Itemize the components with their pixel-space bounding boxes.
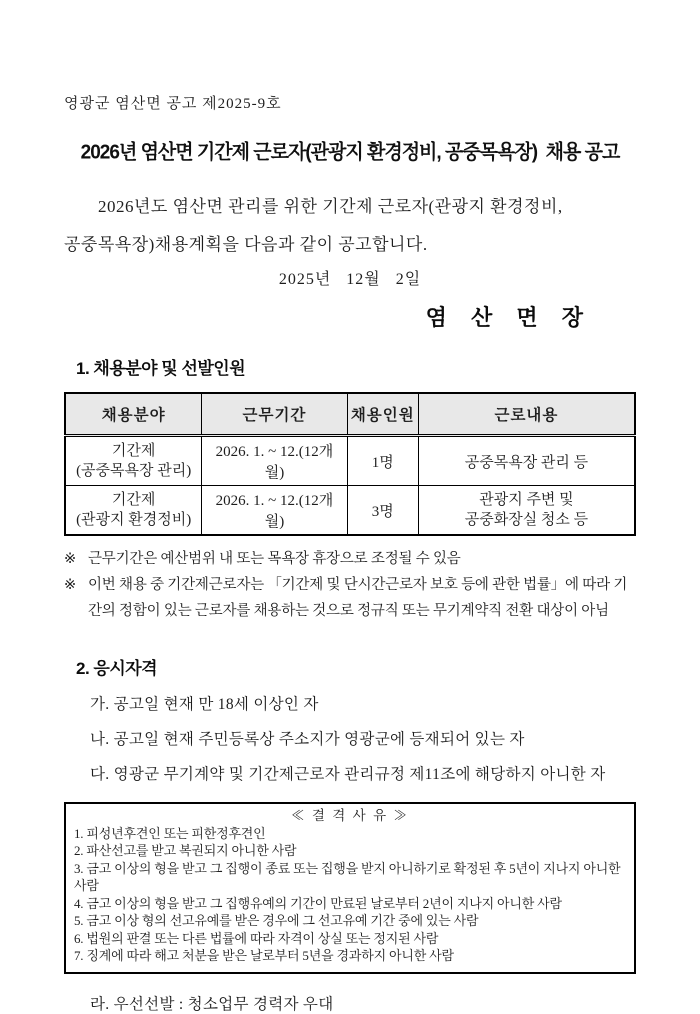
intro-line-2: 공중목욕장)채용계획을 다음과 같이 공고합니다. [64, 235, 428, 254]
qualification-item: 다. 영광군 무기계약 및 기간제근로자 관리규정 제11조에 해당하지 아니한 자 [90, 766, 606, 783]
disqualification-item: 3. 금고 이상의 형을 받고 그 집행이 종료 또는 집행을 받지 아니하기로 확정된 후 5년이 지나지 아니한 사람 [74, 860, 621, 893]
field-line: 기간제 [111, 492, 156, 508]
priority-selection-item: 라. 우선선발 : 청소업무 경력자 우대 [90, 995, 334, 1013]
duty-line: 공중화장실 청소 등 [464, 512, 589, 528]
column-header-count: 채용인원 [347, 393, 418, 436]
table-row [65, 436, 635, 486]
field-line: (공중목욕장 관리) [76, 463, 192, 479]
table-header-row [65, 393, 635, 436]
disqualification-item: 2. 파산선고를 받고 복권되지 아니한 사람 [74, 843, 297, 858]
table-notes [64, 546, 636, 624]
announcement-date: 2025년 12월 2일 [278, 271, 422, 288]
column-header-period: 근무기간 [202, 393, 347, 436]
cell-count: 3명 [347, 486, 418, 536]
intro-paragraph [64, 188, 636, 264]
note-text: 이번 채용 중 기간제근로자는 「기간제 및 단시간근로자 보호 등에 관한 법률」에 따라 기간의 정함이 있는 근로자를 채용하는 것으로 정규직 또는 무기계약직 전환 대상이 아님 [88, 577, 628, 619]
cell-count: 1명 [347, 436, 418, 486]
note-text: 근무기간은 예산범위 내 또는 목욕장 휴장으로 조정될 수 있음 [88, 551, 461, 567]
disqualification-box-title: ≪ 결 격 사 유 ≫ [290, 808, 410, 823]
disqualification-item: 7. 징계에 따라 해고 처분을 받은 날로부터 5년을 경과하지 아니한 사람 [74, 948, 454, 963]
cell-period: 2026. 1. ~ 12.(12개월) [202, 436, 347, 486]
cell-field [65, 486, 202, 536]
cell-duty [418, 486, 635, 536]
reference-mark-icon: ※ [64, 551, 76, 567]
issuer-signature: 염 산 면 장 [425, 305, 592, 330]
qualification-item: 나. 공고일 현재 주민등록상 주소지가 영광군에 등재되어 있는 자 [90, 731, 525, 748]
reference-mark-icon: ※ [64, 577, 76, 593]
field-line: 기간제 [111, 443, 156, 459]
disqualification-item: 6. 법원의 판결 또는 다른 법률에 따라 자격이 상실 또는 정지된 사람 [74, 930, 439, 946]
qualification-item: 가. 공고일 현재 만 18세 이상인 자 [90, 696, 319, 713]
disqualification-box [64, 802, 636, 974]
recruitment-table [64, 392, 636, 536]
disqualification-item: 1. 피성년후견인 또는 피한정후견인 [74, 825, 266, 841]
cell-period: 2026. 1. ~ 12.(12개월) [202, 486, 347, 536]
document-title: 2026년 염산면 기간제 근로자(관광지 환경정비, 공중목욕장) 채용 공고 [80, 141, 620, 164]
section1-heading: 1. 채용분야 및 선발인원 [76, 359, 246, 378]
section2-heading: 2. 응시자격 [76, 659, 158, 678]
notice-number: 영광군 염산면 공고 제2025-9호 [64, 96, 282, 112]
duty-line: 관광지 주변 및 [479, 492, 574, 508]
qualification-list [64, 687, 636, 792]
intro-line-1: 2026년도 염산면 관리를 위한 기간제 근로자(관광지 환경정비, [98, 197, 563, 216]
note-item [64, 546, 636, 572]
table-row [65, 486, 635, 536]
field-line: (관광지 환경정비) [76, 512, 192, 528]
cell-field [65, 436, 202, 486]
column-header-field: 채용분야 [65, 393, 202, 436]
column-header-duty: 근로내용 [418, 393, 635, 436]
disqualification-item: 5. 금고 이상 형의 선고유예를 받은 경우에 그 선고유예 기간 중에 있는 사람 [74, 913, 479, 928]
cell-duty: 공중목욕장 관리 등 [418, 436, 635, 486]
note-item [64, 572, 636, 624]
disqualification-item: 4. 금고 이상의 형을 받고 그 집행유예의 기간이 만료된 날로부터 2년이 지나지 아니한 사람 [74, 895, 562, 911]
